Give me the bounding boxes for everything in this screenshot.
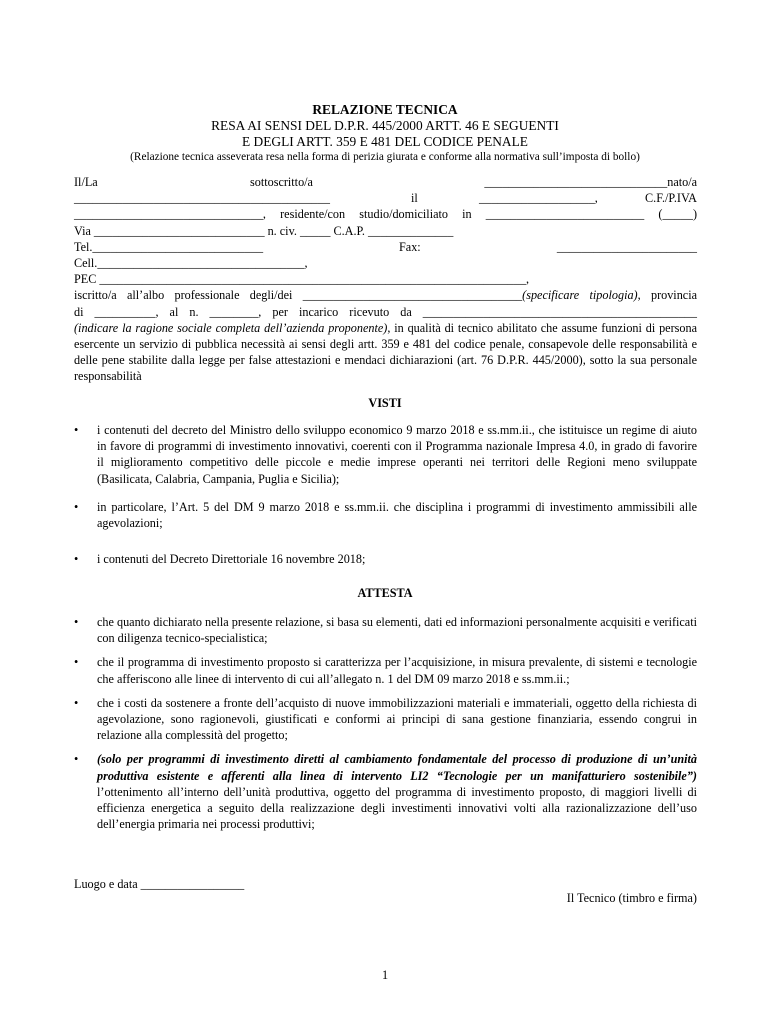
field-row-birth (74, 190, 697, 206)
document-title: RELAZIONE TECNICA (312, 102, 458, 117)
field-fax: _______________________ (556, 239, 697, 254)
bullet-icon: • (74, 423, 79, 437)
declaration-text: , in qualità di tecnico abilitato che assume funzioni di persona esercente un servizio di pubblica necessità ai sensi degli artt. 359 e 481 del codice penale, consapevole delle responsabilità e delle pene stabilite dalla legge per false attestazioni e mendaci dichiarazioni (art. 76 D.P.R. 445/2000), sotto la sua personale responsabilità (74, 320, 697, 384)
field-nato: ______________________________nato/a (484, 175, 697, 189)
field-row-pec: PEC ______________________________________________________________________, (74, 272, 530, 287)
hint-tipologia: (specificare tipologia) (522, 288, 638, 303)
field-row-residence: _______________________________, residente/con studio/domiciliato in __________________________ (_____) (74, 207, 697, 222)
label-fax: Fax: (399, 239, 421, 254)
list-item (74, 654, 697, 686)
attesta-list (74, 614, 697, 832)
list-item (74, 499, 697, 531)
section-title-attesta: ATTESTA (357, 586, 413, 600)
bullet-icon: • (74, 655, 79, 670)
list-item (74, 551, 697, 567)
list-item (74, 422, 697, 487)
bullet-icon: • (74, 499, 79, 514)
condition-note: (solo per programmi di investimento diretti al cambiamento fondamentale del processo di produzione di un’unità produttiva esistente e afferenti alla linea di intervento LI2 “Tecnologie per un manifatturiero sostenibile”) (97, 752, 697, 783)
label-il-la: Il/La (74, 175, 98, 189)
field-row-phone (74, 239, 697, 255)
place-date-field: Luogo e data _________________ (74, 877, 245, 891)
declaration-paragraph (74, 320, 697, 385)
list-item-text: che quanto dichiarato nella presente relazione, si basa su elementi, dati ed informazioni personalmente acquisiti e verificati con diligenza tecnico-specialistica; (97, 615, 697, 646)
list-item (74, 695, 697, 744)
label-cf-piva: C.F./P.IVA (645, 191, 697, 206)
field-birthdate: ___________________, (479, 191, 598, 206)
subtitle-note: (Relazione tecnica asseverata resa nella forma di perizia giurata e conforme alla normativa sull’imposta di bollo) (130, 151, 640, 163)
bullet-icon: • (74, 552, 79, 567)
section-title-visti: VISTI (368, 396, 402, 410)
hint-ragione-sociale: (indicare la ragione sociale completa dell’azienda proponente) (74, 320, 388, 335)
bullet-icon: • (74, 615, 79, 629)
list-item-text: che il programma di investimento proposto si caratterizza per l’acquisizione, in misura prevalente, di sistemi e tecnologie che afferiscono alle linee di intervento di cui all’allegato n. 1 del DM 09 marzo 2018 e ss.mm.ii.; (97, 655, 697, 686)
list-item (74, 751, 697, 832)
label-sottoscritto: sottoscritto/a (250, 175, 313, 189)
bullet-icon: • (74, 695, 79, 710)
field-albo: iscritto/a all’albo professionale degli/dei ____________________________________ (74, 288, 523, 303)
list-item-text: l’ottenimento all’interno dell’unità produttiva, oggetto del programma di investimento proposto, di maggiori livelli di efficienza energetica a seguito della realizzazione degli investimenti innovativi volti alla razionalizzazione dell’uso dell’energia primaria nei processi produttivi; (97, 784, 697, 832)
subtitle-line-1: RESA AI SENSI DEL D.P.R. 445/2000 ARTT. 46 E SEGUENTI (211, 118, 559, 133)
list-item-text: i contenuti del Decreto Direttoriale 16 novembre 2018; (97, 552, 366, 567)
field-birthplace: __________________________________________ (74, 191, 330, 206)
visti-list (74, 422, 697, 567)
list-item-text: i contenuti del decreto del Ministro dello sviluppo economico 9 marzo 2018 e ss.mm.ii., che istituisce un regime di aiuto in favore di programmi di investimento innovativi, coerenti con il Programma nazionale Impresa 4.0, in grado di favorire il miglioramento competitivo delle piccole e medie imprese operanti nei territori delle Regioni meno sviluppate (Basilicata, Calabria, Campania, Puglia e Sicilia); (97, 423, 697, 486)
list-item-text: che i costi da sostenere a fronte dell’acquisto di nuove immobilizzazioni materiali e immateriali, oggetto della richiesta di agevolazione, sono ragionevoli, giustificati e conformi ai principi di sana gestione finanziaria, essendo congrui in relazione alla complessità del progetto; (97, 695, 697, 743)
list-item (74, 614, 697, 646)
field-tel: Tel.____________________________ (74, 239, 264, 254)
field-row-incarico: di __________, al n. ________, per incarico ricevuto da _____________________________________________ (74, 304, 697, 319)
declarant-fields (74, 174, 697, 385)
label-il: il (411, 191, 418, 206)
label-provincia: , provincia (637, 288, 697, 303)
document-header (0, 102, 770, 165)
field-row-name (74, 174, 697, 190)
field-row-cell: Cell.__________________________________, (74, 255, 308, 270)
signature-label: Il Tecnico (timbro e firma) (566, 891, 697, 905)
field-row-albo (74, 287, 697, 303)
field-row-address: Via ____________________________ n. civ. _____ C.A.P. ______________ (74, 223, 454, 238)
subtitle-line-2: E DEGLI ARTT. 359 E 481 DEL CODICE PENALE (242, 133, 528, 149)
bullet-icon: • (74, 752, 79, 767)
list-item-text: in particolare, l’Art. 5 del DM 9 marzo 2018 e ss.mm.ii. che disciplina i programmi di investimento ammissibili alle agevolazioni; (97, 499, 697, 531)
page-number: 1 (381, 968, 389, 982)
